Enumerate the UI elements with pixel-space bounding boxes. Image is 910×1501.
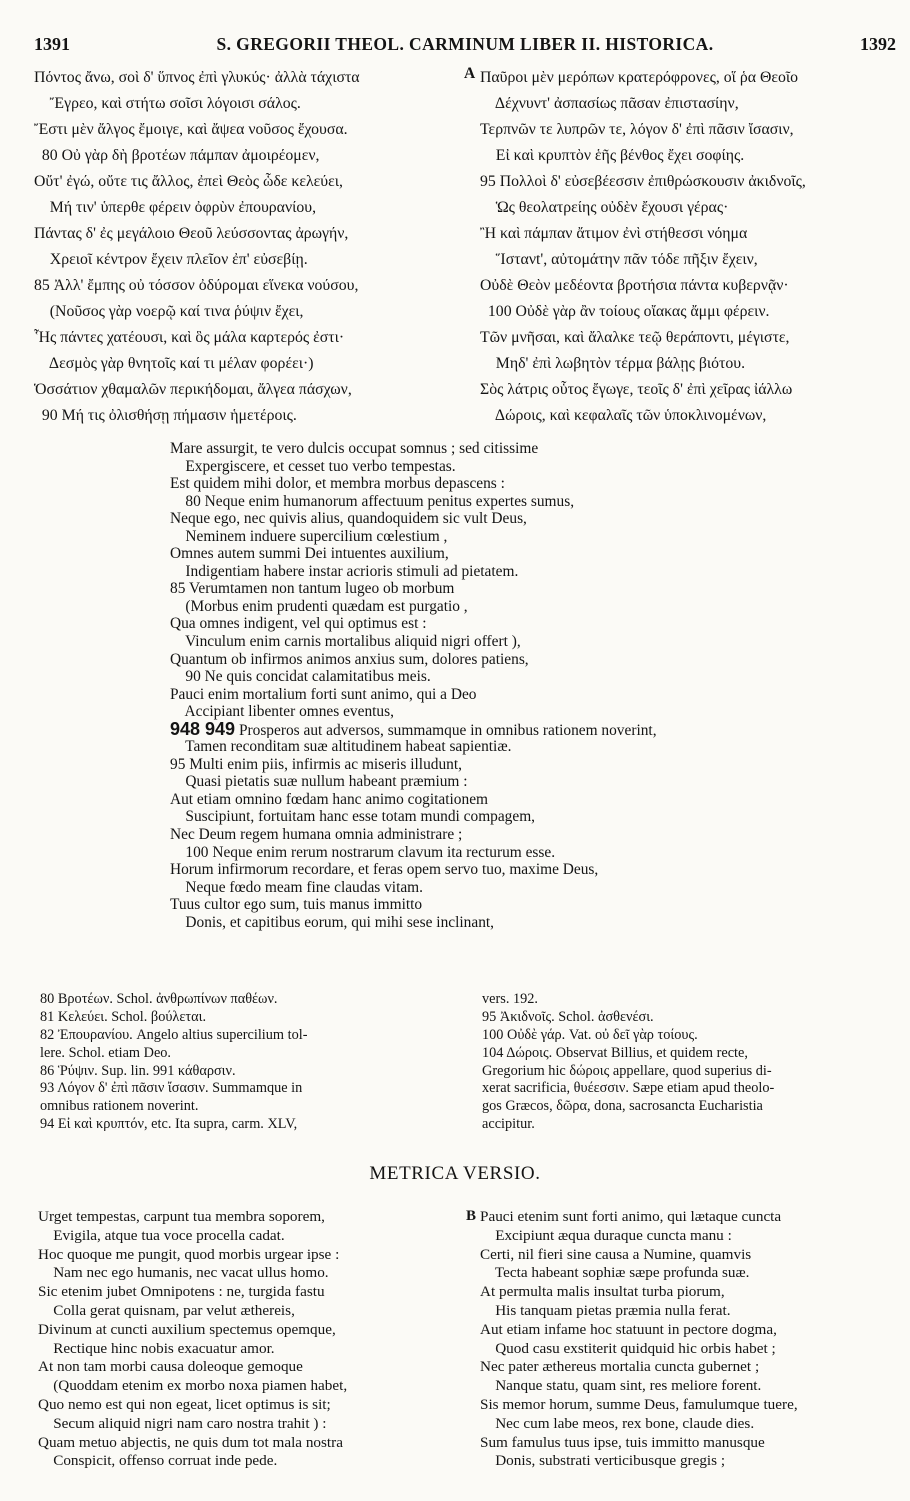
margin-letter-a: A [464, 65, 476, 82]
metrical-verse-line: Nanque statu, quam sint, res meliore forent. [480, 1377, 762, 1395]
greek-text-right-column [464, 65, 904, 429]
greek-verse-line: 90 Μή τις ὀλισθήσῃ πήμασιν ἡμετέροις. [34, 407, 297, 424]
latin-verse-line: 80 Neque enim humanorum affectuum penitus expertes sumus, [170, 492, 575, 510]
metrical-verse-line: Evigila, atque tua voce procella cadat. [38, 1226, 285, 1244]
greek-verse-line: Ἔστι μὲν ἄλγος ἔμοιγε, καὶ ἄψεα νοῦσος ἔχουσα. [34, 121, 348, 138]
metrical-verse-line: Colla gerat quisnam, par velut æthereis, [38, 1301, 295, 1319]
latin-verse-line: Nec Deum regem humana omnia administrare ; [170, 826, 463, 844]
metrical-verse-line: Quo nemo est qui non egeat, licet optimus is sit; [38, 1395, 331, 1413]
footnote-line: Gregorium hic δώροις appellare, quod superius di- [482, 1062, 772, 1079]
greek-verse-line: 85 Ἀλλ' ἔμπης οὐ τόσσον ὀδύρομαι εἵνεκα νούσου, [34, 277, 359, 294]
footnote-line: 93 Λόγον δ' ἐπὶ πᾶσιν ἴσασιν. Summamque in [40, 1080, 303, 1097]
latin-verse-line: Omnes autem summi Dei intuentes auxilium, [170, 545, 449, 563]
latin-verse-line: 95 Multi enim piis, infirmis ac miseris illudunt, [170, 755, 462, 773]
greek-verse-line: Δεσμὸς γὰρ θνητοῖς καί τι μέλαν φορέει·) [34, 355, 314, 372]
greek-verse-line: Ἢ καὶ πάμπαν ἄτιμον ἐνὶ στήθεσσι νόημα [480, 225, 748, 242]
footnote-line: 95 Ἀκιδνοῖς. Schol. ἀσθενέσι. [482, 1008, 654, 1025]
footnote-line: gos Græcos, δῶρα, dona, sacrosancta Eucharistia [482, 1098, 763, 1115]
latin-verse-line: Horum infirmorum recordare, et feras opem servo tuo, maxime Deus, [170, 861, 599, 879]
metrical-verse-line: Sum famulus tuus ipse, tuis immitto manusque [480, 1433, 765, 1451]
latin-verse-line: Quantum ob infirmos animos anxius sum, dolores patiens, [170, 650, 529, 668]
metrical-verse-line: Aut etiam infame hoc statuunt in pectore dogma, [480, 1320, 777, 1338]
greek-text-left-column [34, 65, 464, 429]
latin-verse-line: Neque ego, nec quivis alius, quandoquidem sic vult Deus, [170, 510, 527, 528]
latin-verse-line: Tuus cultor ego sum, tuis manus immitto [170, 896, 423, 914]
page-header [34, 34, 896, 58]
latin-verse-line: Vinculum enim carnis mortalibus aliquid nigri offert ), [170, 633, 521, 651]
footnote-line: 86 Ῥύψιν. Sup. lin. 991 κάθαρσιν. [40, 1062, 236, 1079]
greek-verse-line: Εἰ καὶ κρυπτὸν ἑῆς βένθος ἔχει σοφίης. [480, 147, 745, 164]
latin-verse-line: 100 Neque enim rerum nostrarum clavum ita recturum esse. [170, 843, 556, 861]
greek-verse-line: Τῶν μνῆσαι, καὶ ἄλαλκε τεῷ θεράποντι, μέγιστε, [480, 329, 790, 346]
metrical-verse-line: Nam nec ego humanis, nec vacat ullus homo. [38, 1264, 329, 1282]
latin-verse-line: Tamen reconditam suæ altitudinem habeat sapientiæ. [170, 738, 512, 756]
metrical-verse-line: Secum aliquid nigri nam caro nostra trahit ) : [38, 1414, 327, 1432]
latin-verse-line: 90 Ne quis concidat calamitatibus meis. [170, 668, 431, 686]
footnote-line: 104 Δώροις. Observat Billius, et quidem recte, [482, 1044, 748, 1061]
footnote-line: 82 Ἐπουρανίου. Angelo altius supercilium tol- [40, 1026, 308, 1043]
latin-translation [170, 440, 870, 931]
greek-verse-line: Ἧς πάντες χατέουσι, καὶ ὃς μάλα καρτερός ἐστι· [34, 329, 345, 346]
latin-verse-line: Donis, et capitibus eorum, qui mihi sese inclinant, [170, 913, 495, 931]
metrical-verse-line: At non tam morbi causa doleoque gemoque [38, 1358, 303, 1376]
metrical-verse-line: At permulta malis insultat turba piorum, [480, 1283, 725, 1301]
metrical-verse-line: Rectique hinc nobis exacuatur amor. [38, 1339, 275, 1357]
latin-verse-line: (Morbus enim prudenti quædam est purgatio , [170, 597, 468, 615]
footnote-line: 100 Οὐδὲ γάρ. Vat. οὐ δεῖ γὰρ τοίους. [482, 1026, 698, 1043]
metrical-verse-line: Conspicit, offenso corruat inde pede. [38, 1452, 278, 1470]
greek-verse-line: (Νοῦσος γὰρ νοερῷ καί τινα ῥύψιν ἔχει, [34, 303, 304, 320]
footnote-line: omnibus rationem noverint. [40, 1098, 199, 1115]
latin-verse-text: Prosperos aut adversos, summamque in omnibus rationem noverint, [238, 721, 657, 739]
column-number-mark: 948 949 [170, 720, 236, 739]
metrical-verse-line: Excipiunt æqua duraque cuncta manu : [480, 1226, 732, 1244]
metrical-verse-line: Quod casu exstiterit quidquid hic orbis habet ; [480, 1339, 776, 1357]
greek-verse-line: Δώροις, καὶ κεφαλαῖς τῶν ὑποκλινομένων, [480, 407, 767, 424]
metrica-versio-heading: METRICA VERSIO. [369, 1163, 541, 1184]
latin-verse-line: Neminem induere supercilium cœlestium , [170, 527, 448, 545]
latin-verse-line: Aut etiam omnino fœdam hanc animo cogitationem [170, 790, 488, 808]
greek-verse-line: Ὁσσάτιον χθαμαλῶν περικήδομαι, ἄλγεα πάσχων, [34, 381, 352, 398]
metrical-verse-line: Divinum at cuncti auxilium spectemus opemque, [38, 1320, 336, 1338]
metrical-verse-line: Hoc quoque me pungit, quod morbis urgear ipse : [38, 1245, 340, 1263]
footnote-line: 80 Βροτέων. Schol. ἀνθρωπίνων παθέων. [40, 991, 278, 1007]
page-number-right: 1392 [860, 34, 896, 54]
metrical-verse-line: Quam metuo abjectis, ne quis dum tot mala nostra [38, 1433, 343, 1451]
footnote-line: xerat sacrificia, θυέεσσιν. Sæpe etiam apud theolo- [482, 1080, 775, 1097]
greek-verse-line: Τερπνῶν τε λυπρῶν τε, λόγον δ' ἐπὶ πᾶσιν ἴσασιν, [480, 121, 794, 138]
metrica-versio-left-column [38, 1208, 463, 1471]
metrical-verse-line: Certi, nil fieri sine causa a Numine, quamvis [480, 1245, 752, 1263]
notes-left-column [40, 991, 460, 1134]
greek-verse-line: Ἵστανt', αὐτομάτην πᾶν τόδε πῆξιν ἔχειν, [480, 251, 758, 268]
page-number-left: 1391 [34, 34, 70, 54]
metrical-verse-line: His tanquam pietas præmia nulla ferat. [480, 1301, 731, 1319]
greek-verse-line: Πάντας δ' ἐς μεγάλοιο Θεοῦ λεύσσοντας ἀρωγήν, [34, 225, 349, 242]
latin-verse-line: Mare assurgit, te vero dulcis occupat somnus ; sed citissime [170, 440, 539, 457]
latin-verse-line: Suscipiunt, fortuitam hanc esse totam mundi compagem, [170, 808, 536, 826]
greek-verse-line: Χρειοῖ κέντρον ἔχειν πλεῖον ἐπ' εὐσεβίῃ. [34, 251, 308, 268]
notes-right-column [482, 991, 902, 1134]
metrical-verse-line: Urget tempestas, carpunt tua membra soporem, [38, 1208, 325, 1225]
metrical-verse-line: Donis, substrati verticibusque gregis ; [480, 1452, 726, 1470]
greek-verse-line: 80 Οὐ γὰρ δὴ βροτέων πάμπαν ἀμοιρέομεν, [34, 147, 320, 164]
latin-verse-line: Neque fœdo meam fine claudas vitam. [170, 878, 424, 896]
greek-verse-line: Οὔτ' ἐγώ, οὔτε τις ἄλλος, ἐπεὶ Θεὸς ὧδε κελεύει, [34, 173, 343, 190]
metrical-verse-line: Nec cum labe meos, rex bone, claude dies. [480, 1414, 755, 1432]
latin-verse-line: 85 Verumtamen non tantum lugeo ob morbum [170, 580, 455, 598]
latin-verse-line-with-column-mark [170, 721, 870, 739]
latin-verse-line: Est quidem mihi dolor, et membra morbus depascens : [170, 475, 505, 493]
latin-verse-line: Indigentiam habere instar acrioris stimuli ad pietatem. [170, 562, 519, 580]
greek-verse-line: Ἔγρεο, καὶ στήτω σοῖσι λόγοισι σάλος. [34, 95, 301, 112]
latin-verse-line: Expergiscere, et cesset tuo verbo tempestas. [170, 457, 456, 475]
metrical-verse-line: Tecta habeant sophiæ sæpe profunda suæ. [480, 1264, 750, 1282]
margin-letter-b: B [466, 1208, 477, 1224]
latin-verse-line: Qua omnes indigent, vel qui optimus est : [170, 615, 427, 633]
greek-verse-line: Δέχνυντ' ἀσπασίως πᾶσαν ἐπιστασίην, [480, 95, 739, 112]
latin-verse-line: Quasi pietatis suæ nullum habeant præmium : [170, 773, 468, 791]
greek-verse-line: Παῦροι μὲν μερόπων κρατερόφρονες, οἵ ῥα Θεοῖο [480, 69, 799, 86]
greek-verse-line: 100 Οὐδὲ γὰρ ἂν τοίους οἴακας ἄμμι φέρειν. [480, 303, 770, 320]
greek-verse-line: Μή τιν' ὑπερθε φέρειν ὀφρὺν ἐπουρανίου, [34, 199, 317, 216]
footnote-line: vers. 192. [482, 991, 538, 1007]
greek-verse-line: Οὐδὲ Θεὸν μεδέοντα βροτήσια πάντα κυβερνᾷν· [480, 277, 789, 294]
running-title: S. GREGORII THEOL. CARMINUM LIBER II. HISTORICA. [216, 34, 714, 54]
metrical-verse-line: Pauci etenim sunt forti animo, qui lætaque cuncta [480, 1208, 782, 1225]
latin-verse-line: Accipiant libenter omnes eventus, [170, 703, 394, 721]
footnote-line: lere. Schol. etiam Deo. [40, 1044, 172, 1061]
greek-verse-line: Πόντος ἄνω, σοὶ δ' ὕπνος ἐπὶ γλυκύς· ἀλλὰ τάχιστα [34, 69, 360, 86]
greek-verse-line: 95 Πολλοὶ δ' εὐσεβέεσσιν ἐπιθρώσκουσιν ἀκιδνοῖς, [480, 173, 806, 190]
metrical-verse-line: Sis memor horum, summe Deus, famulumque tuere, [480, 1395, 798, 1413]
greek-verse-line: Σὸς λάτρις οὗτος ἔγωγε, τεοῖς δ' ἐπὶ χεῖρας ἰάλλω [480, 381, 793, 398]
footnote-line: accipitur. [482, 1116, 535, 1133]
footnote-line: 81 Κελεύει. Schol. βούλεται. [40, 1008, 207, 1025]
latin-verse-line: Pauci enim mortalium forti sunt animo, qui a Deo [170, 685, 477, 703]
metrical-verse-line: Sic etenim jubet Omnipotens : ne, turgida fastu [38, 1283, 325, 1301]
metrica-versio-right-column [466, 1208, 906, 1471]
greek-verse-line: Ὡς θεολατρείης οὐδὲν ἔχουσι γέρας· [480, 199, 729, 216]
metrical-verse-line: Nec pater æthereus mortalia cuncta gubernet ; [480, 1358, 760, 1376]
footnote-line: 94 Εἰ καὶ κρυπτόν, etc. Ita supra, carm. XLV, [40, 1116, 298, 1133]
metrical-verse-line: (Quoddam etenim ex morbo noxa piamen habet, [38, 1377, 348, 1395]
greek-verse-line: Μηδ' ἐπὶ λωβητὸν τέρμα βάλῃς βιότου. [480, 355, 746, 372]
